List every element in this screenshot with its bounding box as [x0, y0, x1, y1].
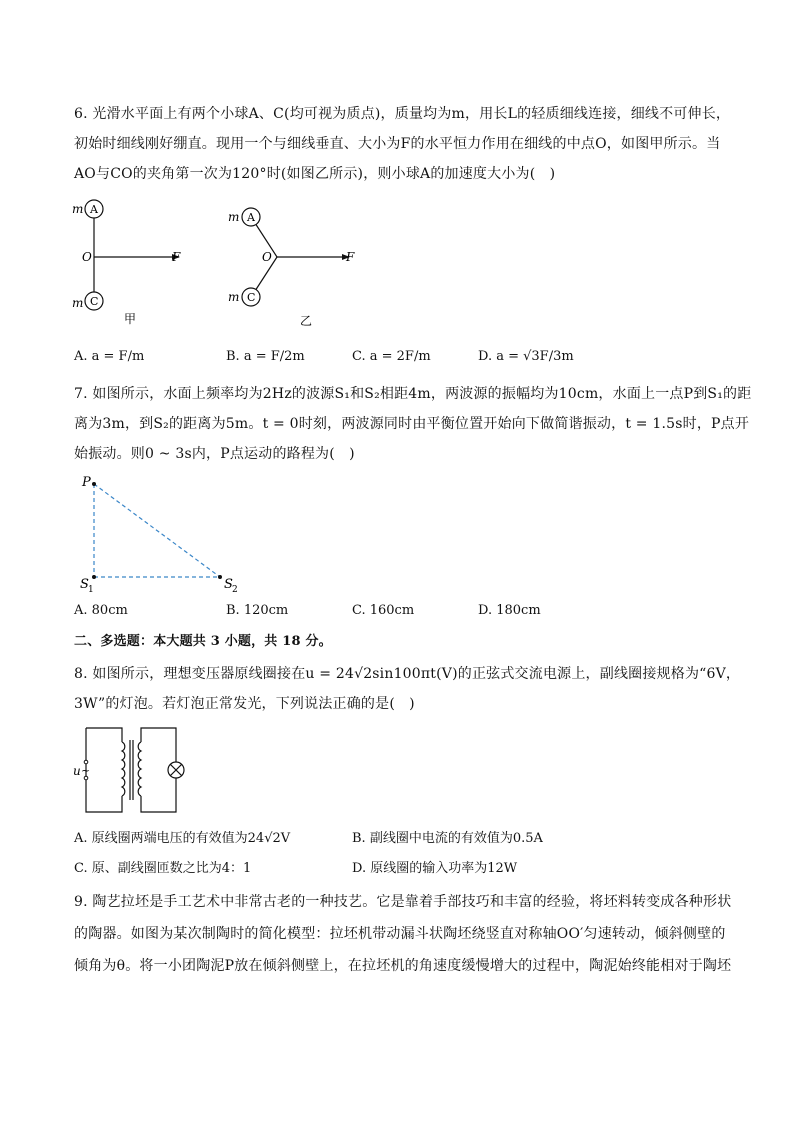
label-f: F — [346, 250, 355, 264]
label-f: F — [172, 250, 181, 264]
label-c: C — [90, 295, 99, 308]
q8-option-c[interactable]: C. 原、副线圈匝数之比为4：1 — [74, 861, 252, 876]
q8-transformer-figure — [70, 724, 190, 820]
q6-option-d[interactable]: D. a = √3F/3m — [478, 349, 574, 364]
q7-option-d[interactable]: D. 180cm — [478, 603, 541, 618]
label-s1: S — [80, 577, 89, 592]
q9-line-3: 倾角为θ。将一小团陶泥P放在倾斜侧壁上，在拉坯机的角速度缓慢增大的过程中，陶泥始终能相对于陶坯 — [74, 958, 732, 974]
label-m-top: m — [72, 202, 84, 216]
q6-option-b[interactable]: B. a = F/2m — [226, 349, 305, 364]
q9-line-1: 9. 陶艺拉坯是手工艺术中非常古老的一种技艺。它是靠着手部技巧和丰富的经验，将坯料转变成各种形状 — [74, 894, 732, 910]
label-s2-subscript: 2 — [232, 585, 238, 595]
label-a: A — [247, 211, 255, 224]
label-c: C — [247, 291, 256, 304]
label-o: O — [262, 250, 272, 264]
label-u: u — [73, 764, 81, 778]
q6-line-2: 初始时细线刚好绷直。现用一个与细线垂直、大小为F的水平恒力作用在细线的中点O，如图甲所示。当 — [74, 136, 721, 152]
q8-line-1: 8. 如图所示，理想变压器原线圈接在u = 24√2sin100πt(V)的正弦式交流电源上，副线圈接规格为“6V， — [74, 666, 741, 682]
section-heading-multiple-choice: 二、多选题：本大题共 3 小题，共 18 分。 — [74, 634, 332, 649]
label-m-top: m — [228, 210, 240, 224]
q7-option-a[interactable]: A. 80cm — [74, 603, 128, 618]
q8-option-a[interactable]: A. 原线圈两端电压的有效值为24√2V — [74, 831, 291, 846]
q7-option-b[interactable]: B. 120cm — [226, 603, 289, 618]
primary-coil — [122, 742, 125, 796]
line-p-s2 — [94, 484, 220, 577]
q8-option-d[interactable]: D. 原线圈的输入功率为12W — [352, 861, 518, 876]
label-p: P — [82, 475, 91, 490]
label-m-bottom: m — [228, 290, 240, 304]
q7-figure — [74, 472, 254, 597]
caption-jia: 甲 — [124, 312, 137, 326]
q6-figure-yi — [222, 195, 372, 335]
label-a: A — [90, 203, 98, 216]
q9-line-2: 的陶器。如图为某次制陶时的简化模型：拉坯机带动漏斗状陶坯绕竖直对称轴OO′匀速转动，倾斜侧壁的 — [74, 926, 726, 942]
q6-line-3: AO与CO的夹角第一次为120°时(如图乙所示)，则小球A的加速度大小为( ) — [74, 166, 556, 182]
point-p — [92, 482, 96, 486]
point-s1 — [92, 575, 96, 579]
q7-line-2: 离为3m，到S₂的距离为5m。t = 0时刻，两波源同时由平衡位置开始向下做简谐振动，t = 1.5s时，P点开 — [74, 416, 750, 432]
label-m-bottom: m — [72, 296, 84, 310]
label-o: O — [82, 250, 92, 264]
secondary-coil — [138, 742, 141, 796]
q6-figure-jia — [60, 195, 200, 335]
q6-option-c[interactable]: C. a = 2F/m — [352, 349, 431, 364]
q6-line-1: 6. 光滑水平面上有两个小球A、C(均可视为质点)，质量均为m，用长L的轻质细线连接，细线不可伸长， — [74, 106, 731, 122]
q7-line-1: 7. 如图所示，水面上频率均为2Hz的波源S₁和S₂相距4m，两波源的振幅均为10cm，水面上一点P到S₁的距 — [74, 386, 752, 402]
q8-line-2: 3W”的灯泡。若灯泡正常发光，下列说法正确的是( ) — [74, 696, 415, 712]
point-s2 — [218, 575, 222, 579]
q7-option-c[interactable]: C. 160cm — [352, 603, 415, 618]
label-s2: S — [224, 577, 233, 592]
q8-option-b[interactable]: B. 副线圈中电流的有效值为0.5A — [352, 831, 543, 846]
label-ac-symbol: ~ — [81, 764, 91, 777]
q7-line-3: 始振动。则0 ~ 3s内，P点运动的路程为( ) — [74, 446, 355, 462]
label-s1-subscript: 1 — [88, 585, 94, 595]
q6-option-a[interactable]: A. a = F/m — [74, 349, 145, 364]
caption-yi: 乙 — [300, 314, 313, 328]
